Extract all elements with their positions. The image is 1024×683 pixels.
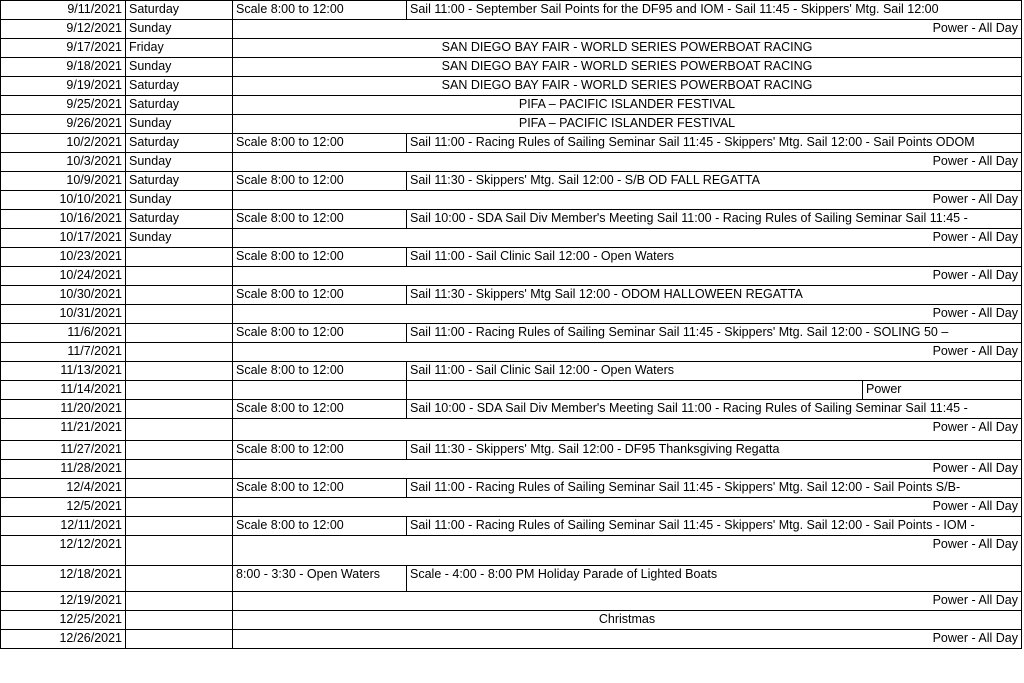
schedule-row	[1, 58, 1022, 77]
date-cell: 10/10/2021	[1, 191, 126, 210]
scale-cell: 8:00 - 3:30 - Open Waters	[233, 566, 407, 592]
day-cell	[126, 400, 233, 419]
date-cell: 9/18/2021	[1, 58, 126, 77]
schedule-row	[1, 267, 1022, 286]
sail-cell	[407, 381, 863, 400]
day-cell: Sunday	[126, 153, 233, 172]
schedule-row	[1, 460, 1022, 479]
scale-cell: Scale 8:00 to 12:00	[233, 172, 407, 191]
day-cell	[126, 419, 233, 441]
date-cell: 11/6/2021	[1, 324, 126, 343]
date-cell: 9/12/2021	[1, 20, 126, 39]
date-cell: 12/12/2021	[1, 536, 126, 566]
date-cell: 11/28/2021	[1, 460, 126, 479]
day-cell	[126, 517, 233, 536]
day-cell: Sunday	[126, 229, 233, 248]
date-cell: 12/25/2021	[1, 611, 126, 630]
scale-cell	[233, 381, 407, 400]
scale-cell: Scale 8:00 to 12:00	[233, 517, 407, 536]
scale-cell: Scale 8:00 to 12:00	[233, 248, 407, 267]
event-cell: SAN DIEGO BAY FAIR - WORLD SERIES POWERBOAT RACING	[233, 39, 1022, 58]
date-cell: 12/26/2021	[1, 630, 126, 649]
sail-cell: Scale - 4:00 - 8:00 PM Holiday Parade of Lighted Boats	[407, 566, 1022, 592]
power-cell: Power - All Day	[233, 498, 1022, 517]
day-cell: Saturday	[126, 1, 233, 20]
day-cell	[126, 267, 233, 286]
schedule-row	[1, 381, 1022, 400]
schedule-row	[1, 172, 1022, 191]
sail-cell: Sail 11:00 - Racing Rules of Sailing Seminar Sail 11:45 - Skippers' Mtg. Sail 12:00 - Sail Points S/B-	[407, 479, 1022, 498]
date-cell: 11/7/2021	[1, 343, 126, 362]
date-cell: 12/5/2021	[1, 498, 126, 517]
power-cell: Power - All Day	[233, 191, 1022, 210]
schedule-row	[1, 479, 1022, 498]
scale-cell: Scale 8:00 to 12:00	[233, 400, 407, 419]
event-cell: PIFA – PACIFIC ISLANDER FESTIVAL	[233, 96, 1022, 115]
schedule-row	[1, 153, 1022, 172]
scale-cell: Scale 8:00 to 12:00	[233, 362, 407, 381]
date-cell: 12/19/2021	[1, 592, 126, 611]
event-cell: SAN DIEGO BAY FAIR - WORLD SERIES POWERBOAT RACING	[233, 58, 1022, 77]
date-cell: 12/4/2021	[1, 479, 126, 498]
sail-cell: Sail 11:00 - Racing Rules of Sailing Seminar Sail 11:45 - Skippers' Mtg. Sail 12:00 - Sail Points - IOM -	[407, 517, 1022, 536]
date-cell: 9/11/2021	[1, 1, 126, 20]
power-cell: Power - All Day	[233, 536, 1022, 566]
power-cell: Power	[863, 381, 1022, 400]
sail-cell: Sail 10:00 - SDA Sail Div Member's Meeting Sail 11:00 - Racing Rules of Sailing Seminar Sail 11:45 -	[407, 400, 1022, 419]
power-cell: Power - All Day	[233, 305, 1022, 324]
schedule-row	[1, 611, 1022, 630]
sail-cell: Sail 11:00 - Racing Rules of Sailing Seminar Sail 11:45 - Skippers' Mtg. Sail 12:00 - Sail Points ODOM	[407, 134, 1022, 153]
schedule-row	[1, 441, 1022, 460]
schedule-row	[1, 592, 1022, 611]
schedule-row	[1, 305, 1022, 324]
date-cell: 12/18/2021	[1, 566, 126, 592]
date-cell: 10/2/2021	[1, 134, 126, 153]
scale-cell: Scale 8:00 to 12:00	[233, 286, 407, 305]
scale-cell: Scale 8:00 to 12:00	[233, 479, 407, 498]
power-cell: Power - All Day	[233, 20, 1022, 39]
power-cell: Power - All Day	[233, 267, 1022, 286]
date-cell: 9/19/2021	[1, 77, 126, 96]
date-cell: 9/17/2021	[1, 39, 126, 58]
schedule-row	[1, 229, 1022, 248]
day-cell	[126, 286, 233, 305]
sail-cell: Sail 11:30 - Skippers' Mtg Sail 12:00 - ODOM HALLOWEEN REGATTA	[407, 286, 1022, 305]
sail-cell: Sail 11:00 - September Sail Points for the DF95 and IOM - Sail 11:45 - Skippers' Mtg. Sail 12:00	[407, 1, 1022, 20]
sail-cell: Sail 11:30 - Skippers' Mtg. Sail 12:00 - S/B OD FALL REGATTA	[407, 172, 1022, 191]
date-cell: 11/13/2021	[1, 362, 126, 381]
date-cell: 11/21/2021	[1, 419, 126, 441]
date-cell: 10/9/2021	[1, 172, 126, 191]
event-cell: SAN DIEGO BAY FAIR - WORLD SERIES POWERBOAT RACING	[233, 77, 1022, 96]
day-cell	[126, 630, 233, 649]
sail-cell: Sail 10:00 - SDA Sail Div Member's Meeting Sail 11:00 - Racing Rules of Sailing Seminar Sail 11:45 -	[407, 210, 1022, 229]
power-cell: Power - All Day	[233, 419, 1022, 441]
schedule-row	[1, 498, 1022, 517]
schedule-row	[1, 517, 1022, 536]
schedule-row	[1, 77, 1022, 96]
day-cell: Sunday	[126, 115, 233, 134]
day-cell: Saturday	[126, 77, 233, 96]
day-cell	[126, 479, 233, 498]
schedule-row	[1, 630, 1022, 649]
schedule-row	[1, 566, 1022, 592]
schedule-row	[1, 286, 1022, 305]
scale-cell: Scale 8:00 to 12:00	[233, 1, 407, 20]
day-cell	[126, 248, 233, 267]
schedule-row	[1, 115, 1022, 134]
power-cell: Power - All Day	[233, 460, 1022, 479]
scale-cell: Scale 8:00 to 12:00	[233, 210, 407, 229]
date-cell: 11/14/2021	[1, 381, 126, 400]
day-cell	[126, 460, 233, 479]
schedule-row	[1, 134, 1022, 153]
schedule-row	[1, 1, 1022, 20]
date-cell: 9/25/2021	[1, 96, 126, 115]
power-cell: Power - All Day	[233, 153, 1022, 172]
schedule-row	[1, 400, 1022, 419]
event-cell: Christmas	[233, 611, 1022, 630]
schedule-row	[1, 20, 1022, 39]
scale-cell: Scale 8:00 to 12:00	[233, 441, 407, 460]
date-cell: 10/31/2021	[1, 305, 126, 324]
day-cell: Sunday	[126, 191, 233, 210]
date-cell: 11/27/2021	[1, 441, 126, 460]
schedule-row	[1, 419, 1022, 441]
schedule-row	[1, 248, 1022, 267]
day-cell	[126, 498, 233, 517]
schedule-row	[1, 191, 1022, 210]
schedule-row	[1, 324, 1022, 343]
day-cell: Saturday	[126, 172, 233, 191]
schedule-row	[1, 39, 1022, 58]
scale-cell: Scale 8:00 to 12:00	[233, 134, 407, 153]
schedule-row	[1, 343, 1022, 362]
day-cell	[126, 441, 233, 460]
date-cell: 10/3/2021	[1, 153, 126, 172]
power-cell: Power - All Day	[233, 592, 1022, 611]
sail-cell: Sail 11:30 - Skippers' Mtg. Sail 12:00 - DF95 Thanksgiving Regatta	[407, 441, 1022, 460]
date-cell: 10/16/2021	[1, 210, 126, 229]
power-cell: Power - All Day	[233, 630, 1022, 649]
day-cell	[126, 343, 233, 362]
day-cell: Saturday	[126, 96, 233, 115]
sail-cell: Sail 11:00 - Sail Clinic Sail 12:00 - Open Waters	[407, 362, 1022, 381]
day-cell	[126, 611, 233, 630]
schedule-row	[1, 210, 1022, 229]
sail-cell: Sail 11:00 - Sail Clinic Sail 12:00 - Open Waters	[407, 248, 1022, 267]
event-cell: PIFA – PACIFIC ISLANDER FESTIVAL	[233, 115, 1022, 134]
schedule-row	[1, 536, 1022, 566]
day-cell: Sunday	[126, 20, 233, 39]
day-cell	[126, 305, 233, 324]
date-cell: 12/11/2021	[1, 517, 126, 536]
day-cell: Sunday	[126, 58, 233, 77]
scale-cell: Scale 8:00 to 12:00	[233, 324, 407, 343]
schedule-body	[1, 1, 1022, 649]
day-cell: Saturday	[126, 134, 233, 153]
day-cell: Saturday	[126, 210, 233, 229]
power-cell: Power - All Day	[233, 229, 1022, 248]
date-cell: 9/26/2021	[1, 115, 126, 134]
schedule-row	[1, 96, 1022, 115]
power-cell: Power - All Day	[233, 343, 1022, 362]
day-cell	[126, 592, 233, 611]
date-cell: 10/23/2021	[1, 248, 126, 267]
sail-cell: Sail 11:00 - Racing Rules of Sailing Seminar Sail 11:45 - Skippers' Mtg. Sail 12:00 - SOLING 50 –	[407, 324, 1022, 343]
day-cell: Friday	[126, 39, 233, 58]
day-cell	[126, 536, 233, 566]
date-cell: 10/17/2021	[1, 229, 126, 248]
date-cell: 11/20/2021	[1, 400, 126, 419]
date-cell: 10/30/2021	[1, 286, 126, 305]
day-cell	[126, 381, 233, 400]
date-cell: 10/24/2021	[1, 267, 126, 286]
day-cell	[126, 324, 233, 343]
day-cell	[126, 362, 233, 381]
day-cell	[126, 566, 233, 592]
schedule-row	[1, 362, 1022, 381]
